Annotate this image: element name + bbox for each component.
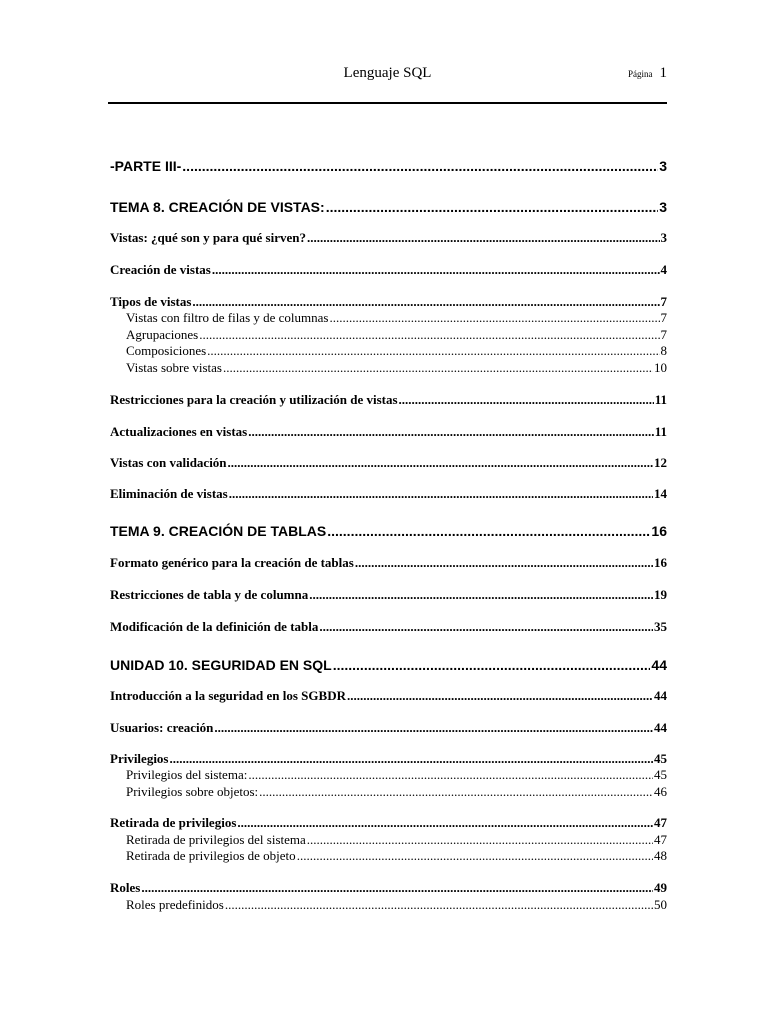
- toc-entry-label: Vistas sobre vistas: [126, 360, 222, 375]
- toc-entry-label: UNIDAD 10. SEGURIDAD EN SQL: [110, 657, 332, 673]
- toc-entry-page: 49: [654, 880, 667, 895]
- toc-leader-dots: [141, 880, 653, 896]
- toc-entry-page: 48: [654, 848, 667, 863]
- toc-entry-page: 45: [654, 767, 667, 782]
- toc-entry-label: TEMA 9. CREACIÓN DE TABLAS: [110, 523, 327, 539]
- toc-entry-label: Agrupaciones: [126, 327, 199, 342]
- toc-entry[interactable]: [110, 486, 667, 502]
- document-title: Lenguaje SQL: [343, 65, 432, 81]
- toc-entry[interactable]: [110, 294, 667, 310]
- toc-entry-label: Restricciones para la creación y utilización de vistas: [110, 392, 398, 407]
- toc-entry[interactable]: [110, 360, 667, 376]
- toc-entry[interactable]: [110, 158, 667, 174]
- toc-entry-page: 14: [654, 486, 667, 501]
- toc-entry[interactable]: [110, 784, 667, 800]
- toc-leader-dots: [297, 848, 653, 864]
- toc-entry-label: TEMA 8. CREACIÓN DE VISTAS:: [110, 199, 325, 215]
- toc-leader-dots: [229, 486, 653, 502]
- toc-entry[interactable]: [110, 848, 667, 864]
- toc-leader-dots: [223, 360, 653, 376]
- toc-leader-dots: [327, 523, 650, 539]
- toc-entry-label: -PARTE III-: [110, 158, 182, 174]
- toc-entry-label: Actualizaciones en vistas: [110, 424, 248, 439]
- toc-entry-page: 44: [651, 657, 667, 673]
- toc-entry-label: Eliminación de vistas: [110, 486, 228, 501]
- toc-leader-dots: [228, 455, 653, 471]
- toc-entry-page: 50: [654, 897, 667, 912]
- toc-entry-page: 7: [660, 294, 667, 309]
- toc-entry-page: 46: [654, 784, 667, 799]
- toc-entry-page: 45: [654, 751, 667, 766]
- toc-entry-label: Vistas con filtro de filas y de columnas: [126, 310, 329, 325]
- page-indicator: [628, 65, 667, 82]
- toc-entry[interactable]: [110, 555, 667, 571]
- toc-leader-dots: [237, 815, 653, 831]
- toc-entry-label: Privilegios: [110, 751, 169, 766]
- toc-entry-label: Creación de vistas: [110, 262, 211, 277]
- toc-leader-dots: [355, 555, 653, 571]
- toc-leader-dots: [399, 392, 654, 408]
- page-header: [108, 65, 667, 87]
- toc-leader-dots: [212, 262, 660, 278]
- toc-entry[interactable]: [110, 523, 667, 539]
- toc-entry-label: Roles predefinidos: [126, 897, 224, 912]
- toc-entry-page: 8: [660, 343, 667, 358]
- toc-entry-label: Privilegios del sistema:: [126, 767, 248, 782]
- toc-leader-dots: [192, 294, 659, 310]
- toc-leader-dots: [214, 720, 653, 736]
- toc-leader-dots: [307, 230, 660, 246]
- toc-entry[interactable]: [110, 751, 667, 767]
- toc-entry-page: 11: [654, 392, 667, 407]
- toc-entry-page: 19: [654, 587, 667, 602]
- toc-entry-label: Roles: [110, 880, 141, 895]
- toc-entry-page: 10: [654, 360, 667, 375]
- page-number: 1: [659, 65, 667, 81]
- toc-leader-dots: [319, 619, 653, 635]
- toc-leader-dots: [326, 199, 659, 215]
- toc-entry[interactable]: [110, 310, 667, 326]
- toc-entry-label: Formato genérico para la creación de tablas: [110, 555, 354, 570]
- toc-entry-page: 47: [654, 815, 667, 830]
- toc-entry-label: Retirada de privilegios del sistema: [126, 832, 306, 847]
- header-rule: [108, 102, 667, 104]
- toc-entry[interactable]: [110, 199, 667, 215]
- toc-entry-page: 12: [654, 455, 667, 470]
- toc-entry-label: Modificación de la definición de tabla: [110, 619, 319, 634]
- toc-entry-label: Introducción a la seguridad en los SGBDR: [110, 688, 346, 703]
- toc-entry[interactable]: [110, 657, 667, 673]
- toc-leader-dots: [248, 767, 653, 783]
- toc-entry-page: 44: [654, 720, 667, 735]
- toc-leader-dots: [207, 343, 659, 359]
- toc-entry-label: Retirada de privilegios de objeto: [126, 848, 296, 863]
- toc-leader-dots: [309, 587, 653, 603]
- toc-entry[interactable]: [110, 424, 667, 440]
- toc-entry[interactable]: [110, 327, 667, 343]
- toc-leader-dots: [199, 327, 659, 343]
- toc-entry[interactable]: [110, 688, 667, 704]
- toc-entry[interactable]: [110, 832, 667, 848]
- toc-entry[interactable]: [110, 587, 667, 603]
- toc-leader-dots: [307, 832, 653, 848]
- toc-entry[interactable]: [110, 262, 667, 278]
- toc-entry-page: 3: [660, 230, 667, 245]
- toc-entry-page: 7: [660, 310, 667, 325]
- toc-entry-page: 7: [660, 327, 667, 342]
- toc-entry[interactable]: [110, 619, 667, 635]
- toc-entry[interactable]: [110, 767, 667, 783]
- toc-entry-label: Usuarios: creación: [110, 720, 214, 735]
- toc-entry-page: 3: [659, 199, 667, 215]
- toc-leader-dots: [225, 897, 653, 913]
- page-label: Página: [628, 69, 653, 79]
- toc-leader-dots: [248, 424, 653, 440]
- toc-leader-dots: [333, 657, 651, 673]
- toc-entry-page: 44: [654, 688, 667, 703]
- toc-entry[interactable]: [110, 230, 667, 246]
- toc-entry-label: Composiciones: [126, 343, 207, 358]
- toc-entry-page: 3: [659, 158, 667, 174]
- toc-leader-dots: [259, 784, 653, 800]
- toc-leader-dots: [182, 158, 658, 174]
- toc-entry-label: Vistas con validación: [110, 455, 227, 470]
- toc-entry-label: Privilegios sobre objetos:: [126, 784, 259, 799]
- toc-entry-page: 4: [660, 262, 667, 277]
- toc-leader-dots: [347, 688, 653, 704]
- toc-entry-page: 47: [654, 832, 667, 847]
- toc-entry-label: Tipos de vistas: [110, 294, 192, 309]
- toc-entry[interactable]: [110, 880, 667, 896]
- toc-entry-label: Retirada de privilegios: [110, 815, 237, 830]
- toc-entry[interactable]: [110, 455, 667, 471]
- toc-entry-page: 16: [651, 523, 667, 539]
- toc-entry[interactable]: [110, 815, 667, 831]
- toc-entry-label: Vistas: ¿qué son y para qué sirven?: [110, 230, 306, 245]
- toc-entry-label: Restricciones de tabla y de columna: [110, 587, 309, 602]
- toc-entry-page: 11: [654, 424, 667, 439]
- toc-entry[interactable]: [110, 897, 667, 913]
- toc-leader-dots: [170, 751, 654, 767]
- toc-entry[interactable]: [110, 392, 667, 408]
- toc-entry-page: 35: [654, 619, 667, 634]
- toc-entry[interactable]: [110, 720, 667, 736]
- toc-leader-dots: [329, 310, 659, 326]
- toc-entry[interactable]: [110, 343, 667, 359]
- toc-entry-page: 16: [654, 555, 667, 570]
